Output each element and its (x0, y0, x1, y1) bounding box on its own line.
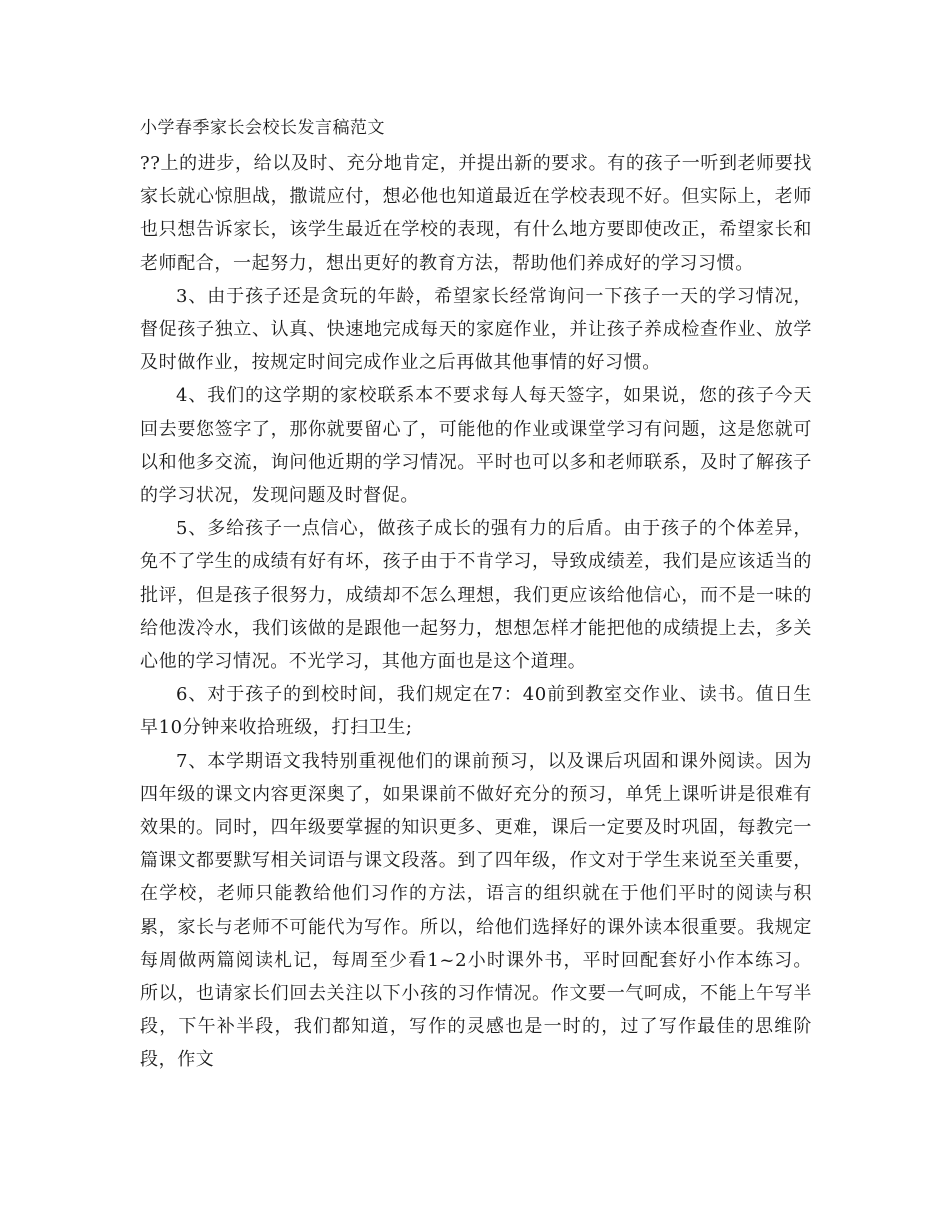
document-title: 小学春季家长会校长发言稿范文 (140, 118, 385, 138)
paragraph-item-6: 6、对于孩子的到校时间，我们规定在7：40前到教室交作业、读书。值日生早10分钟来收拾班级，打扫卫生; (140, 684, 812, 739)
document-body (140, 147, 812, 1077)
paragraph-item-5: 5、多给孩子一点信心，做孩子成长的强有力的后盾。由于孩子的个体差异，免不了学生的成绩有好有坏，孩子由于不肯学习，导致成绩差，我们是应该适当的批评，但是孩子很努力，成绩却不怎么理想，我们更应该给他信心，而不是一味的给他泼冷水，我们该做的是跟他一起努力，想想怎样才能把他的成绩提上去，多关心他的学习情况。不光学习，其他方面也是这个道理。 (140, 518, 812, 673)
paragraph-item-4: 4、我们的这学期的家校联系本不要求每人每天签字，如果说，您的孩子今天回去要您签字了，那你就要留心了，可能他的作业或课堂学习有问题，这是您就可以和他多交流，询问他近期的学习情况。平时也可以多和老师联系，及时了解孩子的学习状况，发现问题及时督促。 (140, 385, 812, 507)
paragraph-item-3: 3、由于孩子还是贪玩的年龄，希望家长经常询问一下孩子一天的学习情况，督促孩子独立、认真、快速地完成每天的家庭作业，并让孩子养成检查作业、放学及时做作业，按规定时间完成作业之后再做其他事情的好习惯。 (140, 285, 812, 374)
paragraph-continuation: ??上的进步，给以及时、充分地肯定，并提出新的要求。有的孩子一听到老师要找家长就心惊胆战，撒谎应付，想必他也知道最近在学校表现不好。但实际上，老师也只想告诉家长，该学生最近在学校的表现，有什么地方要即使改正，希望家长和老师配合，一起努力，想出更好的教育方法，帮助他们养成好的学习习惯。 (140, 153, 812, 274)
paragraph-item-7: 7、本学期语文我特别重视他们的课前预习，以及课后巩固和课外阅读。因为四年级的课文内容更深奥了，如果课前不做好充分的预习，单凭上课听讲是很难有效果的。同时，四年级要掌握的知识更多、更难，课后一定要及时巩固，每教完一篇课文都要默写相关词语与课文段落。到了四年级，作文对于学生来说至关重要，在学校，老师只能教给他们习作的方法，语言的组织就在于他们平时的阅读与积累，家长与老师不可能代为写作。所以，给他们选择好的课外读本很重要。我规定每周做两篇阅读札记，每周至少看1~2小时课外书，平时回配套好小作本练习。所以，也请家长们回去关注以下小孩的习作情况。作文要一气呵成，不能上午写半段，下午补半段，我们都知道，写作的灵感也是一时的，过了写作最佳的思维阶段，作文 (140, 750, 812, 1071)
